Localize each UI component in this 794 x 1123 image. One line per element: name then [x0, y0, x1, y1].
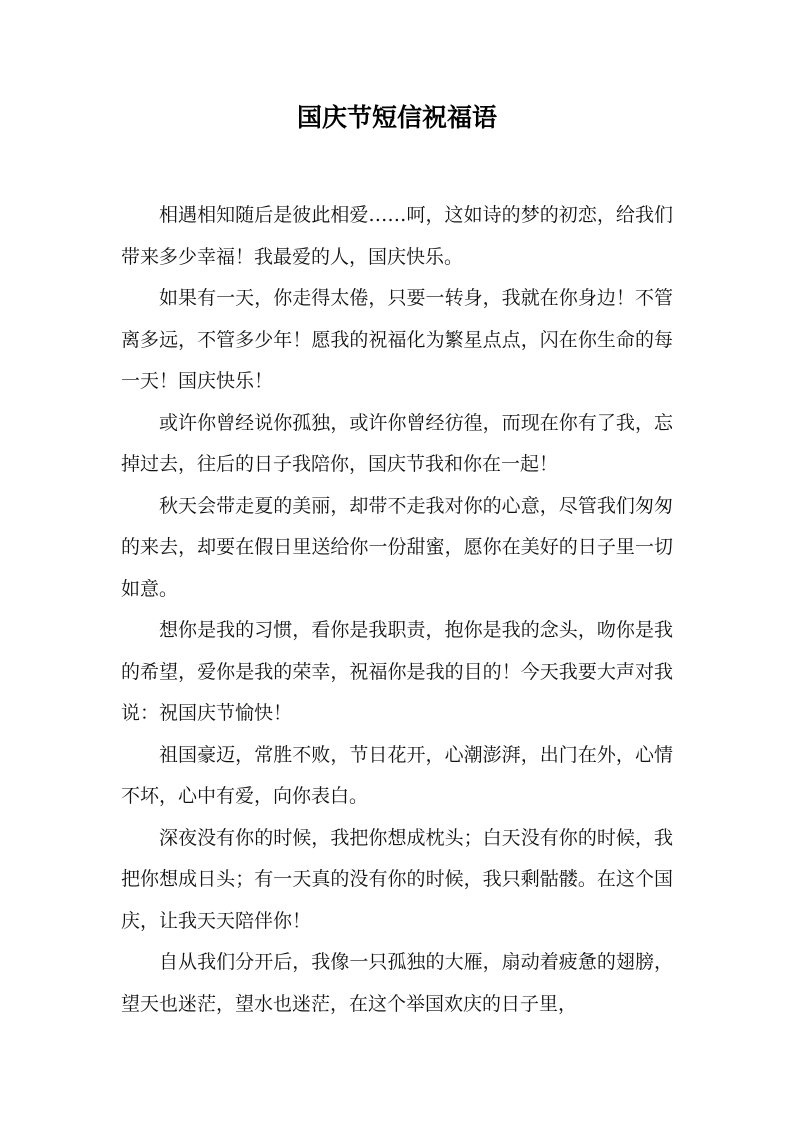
page-title: 国庆节短信祝福语: [296, 103, 497, 132]
paragraph-1: 相遇相知随后是彼此相爱……呵，这如诗的梦的初恋，给我们带来多少幸福！我最爱的人，国庆快乐。: [121, 204, 673, 268]
paragraph-2: 如果有一天，你走得太倦，只要一转身，我就在你身边！不管离多远，不管多少年！愿我的祝福化为繁星点点，闪在你生命的每一天！国庆快乐！: [121, 287, 673, 392]
paragraph-8: 自从我们分开后，我像一只孤独的大雁，扇动着疲惫的翅膀，望天也迷茫，望水也迷茫，在这个举国欢庆的日子里，: [121, 951, 673, 1015]
paragraph-6: 祖国豪迈，常胜不败，节日花开，心潮澎湃，出门在外，心情不坏，心中有爱，向你表白。: [121, 743, 673, 807]
paragraph-4: 秋天会带走夏的美丽，却带不走我对你的心意，尽管我们匆匆的来去，却要在假日里送给你一份甜蜜，愿你在美好的日子里一切如意。: [121, 494, 673, 600]
paragraph-5: 想你是我的习惯，看你是我职责，抱你是我的念头，吻你是我的希望，爱你是我的荣幸，祝福你是我的目的！今天我要大声对我说：祝国庆节愉快！: [121, 619, 673, 724]
paragraph-7: 深夜没有你的时候，我把你想成枕头；白天没有你的时候，我把你想成日头；有一天真的没有你的时候，我只剩骷髅。在这个国庆，让我天天陪伴你！: [121, 826, 673, 932]
document-body: [121, 195, 673, 1025]
paragraph-3: 或许你曾经说你孤独，或许你曾经彷徨，而现在你有了我，忘掉过去，往后的日子我陪你，国庆节我和你在一起！: [121, 411, 673, 475]
